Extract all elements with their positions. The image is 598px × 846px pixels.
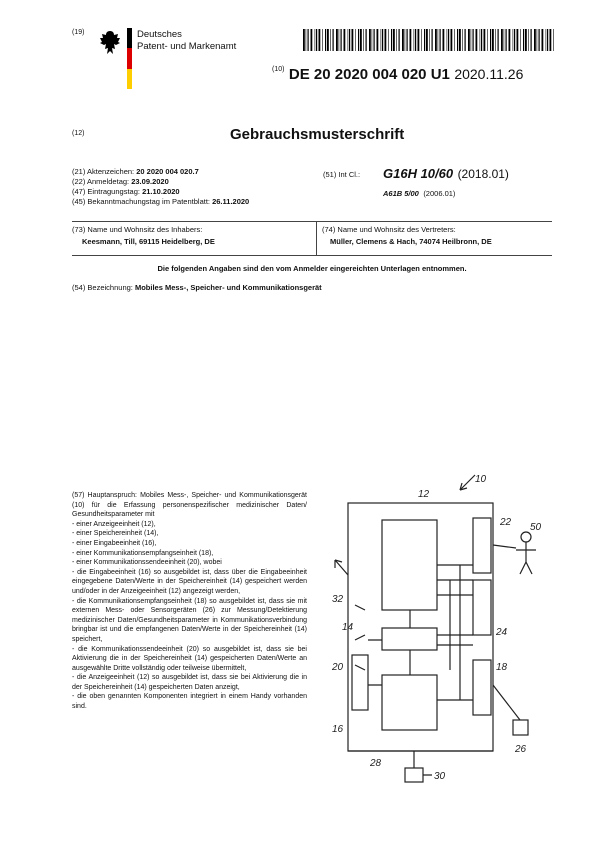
ipc-secondary: [383, 183, 455, 201]
holder-label: (73) Name und Wohnsitz des Inhabers:: [72, 225, 203, 234]
divider-top: [72, 221, 552, 222]
applicant-notice: Die folgenden Angaben sind den vom Anmelder eingereichten Unterlagen entnommen.: [157, 264, 467, 273]
unit-24-box: [473, 580, 491, 635]
device-outline: [348, 503, 493, 751]
filing-date: 23.09.2020: [131, 177, 169, 186]
filing-date-row: [72, 177, 312, 187]
ipc-primary-code: G16H 10/60: [383, 166, 454, 181]
figure-label: 30: [434, 771, 446, 782]
unit-22-box: [473, 518, 491, 573]
representative-label: (74) Name und Wohnsitz des Vertreters:: [322, 225, 456, 234]
office-line-2: Patent- und Markenamt: [137, 41, 237, 52]
german-flag-bar: [127, 28, 132, 89]
ipc-secondary-year: (2006.01): [423, 189, 456, 198]
barcode: [303, 29, 556, 51]
title-label: (54) Bezeichnung:: [72, 283, 133, 292]
ipc-secondary-code: A61B 5/00: [383, 189, 419, 198]
bulletin-date: 26.11.2020: [212, 197, 250, 206]
application-number: 20 2020 004 020.7: [136, 167, 199, 176]
claim-item: - die Anzeigeeinheit (12) so ausgebildet ist, dass sie bei Aktivierung die in der Speichereinheit (14) gespeicherten Daten anzeigt,: [72, 674, 307, 691]
label-22: (22) Anmeldetag:: [72, 177, 130, 186]
divider-vertical: [316, 221, 317, 255]
registration-date-row: [72, 187, 312, 197]
figure-label: 32: [332, 594, 344, 605]
publication-date-row: [72, 197, 312, 207]
claim-item: - die oben genannten Komponenten integriert in einem Handy vorhanden sind.: [72, 693, 307, 711]
holder-name: Keesmann, Till, 69115 Heidelberg, DE: [82, 237, 215, 246]
inid-19: (19): [72, 29, 85, 36]
receiver-unit-box: [473, 660, 491, 715]
claim-item: - einer Eingabeeinheit (16),: [72, 539, 157, 547]
figure-label: 16: [332, 724, 344, 735]
publication-line: [272, 66, 523, 84]
registration-date: 21.10.2020: [142, 187, 180, 196]
figure-label: 28: [370, 758, 382, 769]
claim-item: - einer Kommunikationssendeeinheit (20), wobei: [72, 559, 222, 567]
federal-eagle-icon: [99, 30, 121, 56]
divider-bottom: [72, 255, 552, 256]
office-name: [137, 29, 236, 53]
sender-unit-box: [352, 655, 368, 710]
figure-label: 26: [515, 744, 527, 755]
utility-model-title: Mobiles Mess-, Speicher- und Kommunikationsgerät: [134, 283, 322, 292]
inid-12: (12): [72, 130, 85, 137]
ipc-primary-year: (2018.01): [457, 167, 509, 181]
representative-name: Müller, Clemens & Hach, 74074 Heilbronn, DE: [330, 237, 492, 246]
figure-label: 24: [496, 627, 508, 638]
label-21: (21) Aktenzeichen:: [72, 167, 135, 176]
claim-item: - einer Kommunikationsempfangseinheit (18),: [72, 549, 214, 557]
publication-number: DE 20 2020 004 020 U1: [288, 66, 450, 83]
claim-intro: (57) Hauptanspruch: Mobiles Mess-, Speicher- und Kommunikationsgerät (10) für die Erfassung personenspezifischer medizinischer Daten/ Gesundheitsparameter mit: [72, 492, 307, 519]
figure-label: 22: [500, 517, 512, 528]
figure-label: 18: [496, 662, 508, 673]
display-unit-box: [382, 520, 437, 610]
bibliographic-left: [72, 167, 312, 207]
claim-item: - die Eingabeeinheit (16) so ausgebildet ist, dass über die Eingabeeinheit eingegebene Daten/Werte in der Speichereinheit (14) gespeichert werden und/oder in der Anzeigeeinheit (12) angezeigt werden,: [72, 568, 307, 595]
document-type: Gebrauchsmusterschrift: [230, 126, 405, 143]
storage-unit-box: [382, 628, 437, 650]
inid-51: (51) Int Cl.:: [323, 170, 361, 179]
figure-label: 12: [418, 489, 430, 500]
label-47: (47) Eintragungstag:: [72, 187, 140, 196]
office-line-1: Deutsches: [137, 29, 182, 40]
ipc-primary: [383, 165, 509, 183]
claim-item: - einer Anzeigeeinheit (12),: [72, 520, 156, 528]
publication-date: 2020.11.26: [454, 66, 524, 82]
figure-label: 50: [530, 522, 542, 533]
claim-item: - einer Speichereinheit (14),: [72, 530, 159, 538]
figure-label: 14: [342, 622, 354, 633]
inid-10: (10): [272, 66, 285, 73]
main-claim: [72, 491, 307, 712]
label-45: (45) Bekanntmachungstag im Patentblatt:: [72, 197, 210, 206]
figure-label: 20: [332, 662, 344, 673]
claim-item: - die Kommunikationsempfangseinheit (18) so ausgebildet ist, dass sie mit externen Mess- oder Sensorgeräten (26) zur Messung/Detektierung medizinischer Daten/Gesundheitsparameter in Kommunikationsverbindung bringbar ist und die empfangenen Daten/Werte in der Speichereinheit (14) speichert,: [72, 597, 307, 643]
figure-label: 10: [475, 474, 487, 485]
claim-item: - die Kommunikationssendeeinheit (20) so ausgebildet ist, dass sie bei Aktivierung die in der Speichereinheit (14) gespeicherten Daten/Werte an ausgewählte Dritte vollständig oder teilweise übermittelt,: [72, 645, 307, 672]
application-number-row: [72, 167, 312, 177]
patent-drawing: [330, 470, 555, 790]
title-row: [72, 283, 322, 293]
input-unit-box: [382, 675, 437, 730]
